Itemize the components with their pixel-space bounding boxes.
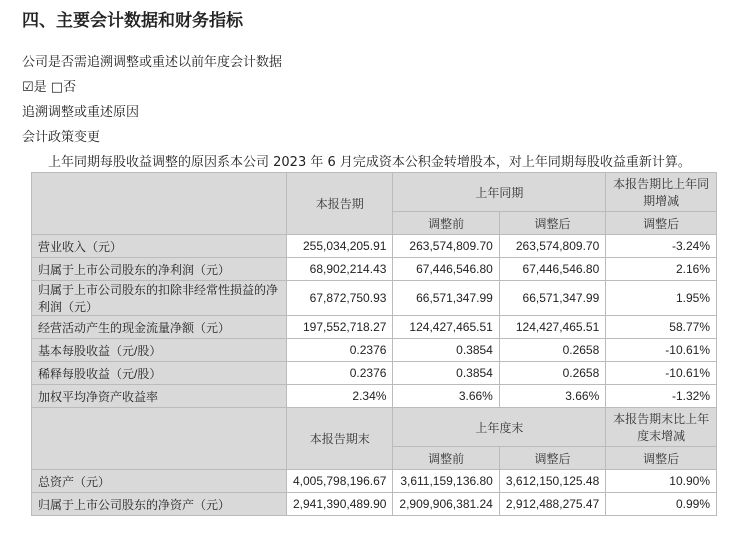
header-row <box>32 408 717 447</box>
header-after: 调整后 <box>499 447 605 470</box>
change-value: 0.99% <box>606 493 717 516</box>
current-value: 4,005,798,196.67 <box>287 470 393 493</box>
change-value: 10.90% <box>606 470 717 493</box>
header-current: 本报告期 <box>287 173 393 235</box>
before-value: 66,571,347.99 <box>393 281 499 316</box>
table-row <box>32 316 717 339</box>
after-value: 0.2658 <box>499 362 605 385</box>
after-value: 3,612,150,125.48 <box>499 470 605 493</box>
reason-text: 会计政策变更 <box>22 130 101 145</box>
before-value: 2,909,906,381.24 <box>393 493 499 516</box>
header-before: 调整前 <box>393 212 499 235</box>
before-value: 3,611,159,136.80 <box>393 470 499 493</box>
header-change-after: 调整后 <box>606 447 717 470</box>
after-value: 3.66% <box>499 385 605 408</box>
row-label: 归属于上市公司股东的扣除非经常性损益的净利润（元） <box>32 281 287 316</box>
after-value: 66,571,347.99 <box>499 281 605 316</box>
header-current: 本报告期末 <box>287 408 393 470</box>
current-value: 67,872,750.93 <box>287 281 393 316</box>
table-row <box>32 235 717 258</box>
change-value: 1.95% <box>606 281 717 316</box>
current-value: 2,941,390,489.90 <box>287 493 393 516</box>
header-prior: 上年同期 <box>393 173 606 212</box>
change-value: -10.61% <box>606 339 717 362</box>
change-value: -1.32% <box>606 385 717 408</box>
financial-data-table <box>31 172 717 516</box>
table-row <box>32 362 717 385</box>
table-row <box>32 493 717 516</box>
row-label: 稀释每股收益（元/股） <box>32 362 287 385</box>
after-value: 2,912,488,275.47 <box>499 493 605 516</box>
current-value: 255,034,205.91 <box>287 235 393 258</box>
before-value: 124,427,465.51 <box>393 316 499 339</box>
header-after: 调整后 <box>499 212 605 235</box>
row-label: 营业收入（元） <box>32 235 287 258</box>
current-value: 2.34% <box>287 385 393 408</box>
after-value: 67,446,546.80 <box>499 258 605 281</box>
current-value: 0.2376 <box>287 362 393 385</box>
current-value: 197,552,718.27 <box>287 316 393 339</box>
table-row <box>32 385 717 408</box>
after-value: 263,574,809.70 <box>499 235 605 258</box>
after-value: 124,427,465.51 <box>499 316 605 339</box>
current-value: 68,902,214.43 <box>287 258 393 281</box>
after-value: 0.2658 <box>499 339 605 362</box>
current-value: 0.2376 <box>287 339 393 362</box>
table-row <box>32 281 717 316</box>
row-label: 基本每股收益（元/股） <box>32 339 287 362</box>
change-value: -10.61% <box>606 362 717 385</box>
change-value: 2.16% <box>606 258 717 281</box>
note-text: 上年同期每股收益调整的原因系本公司 2023 年 6 月完成资本公积金转增股本，对上年同期每股收益重新计算。 <box>48 155 691 170</box>
header-prior: 上年度末 <box>393 408 606 447</box>
row-label: 经营活动产生的现金流量净额（元） <box>32 316 287 339</box>
before-value: 67,446,546.80 <box>393 258 499 281</box>
before-value: 3.66% <box>393 385 499 408</box>
change-value: -3.24% <box>606 235 717 258</box>
before-value: 0.3854 <box>393 339 499 362</box>
before-value: 263,574,809.70 <box>393 235 499 258</box>
before-value: 0.3854 <box>393 362 499 385</box>
question-text: 公司是否需追溯调整或重述以前年度会计数据 <box>22 55 283 70</box>
row-label: 总资产（元） <box>32 470 287 493</box>
table-row <box>32 470 717 493</box>
header-change: 本报告期末比上年度末增减 <box>606 408 717 447</box>
header-before: 调整前 <box>393 447 499 470</box>
section-title: 四、主要会计数据和财务指标 <box>22 11 243 31</box>
row-label: 归属于上市公司股东的净资产（元） <box>32 493 287 516</box>
row-label: 加权平均净资产收益率 <box>32 385 287 408</box>
header-row <box>32 173 717 212</box>
table-row <box>32 339 717 362</box>
table-row <box>32 258 717 281</box>
checkbox-answer: ☑是 □否 <box>22 80 77 95</box>
header-change-after: 调整后 <box>606 212 717 235</box>
row-label: 归属于上市公司股东的净利润（元） <box>32 258 287 281</box>
reason-label: 追溯调整或重述原因 <box>22 105 140 120</box>
header-change: 本报告期比上年同期增减 <box>606 173 717 212</box>
change-value: 58.77% <box>606 316 717 339</box>
